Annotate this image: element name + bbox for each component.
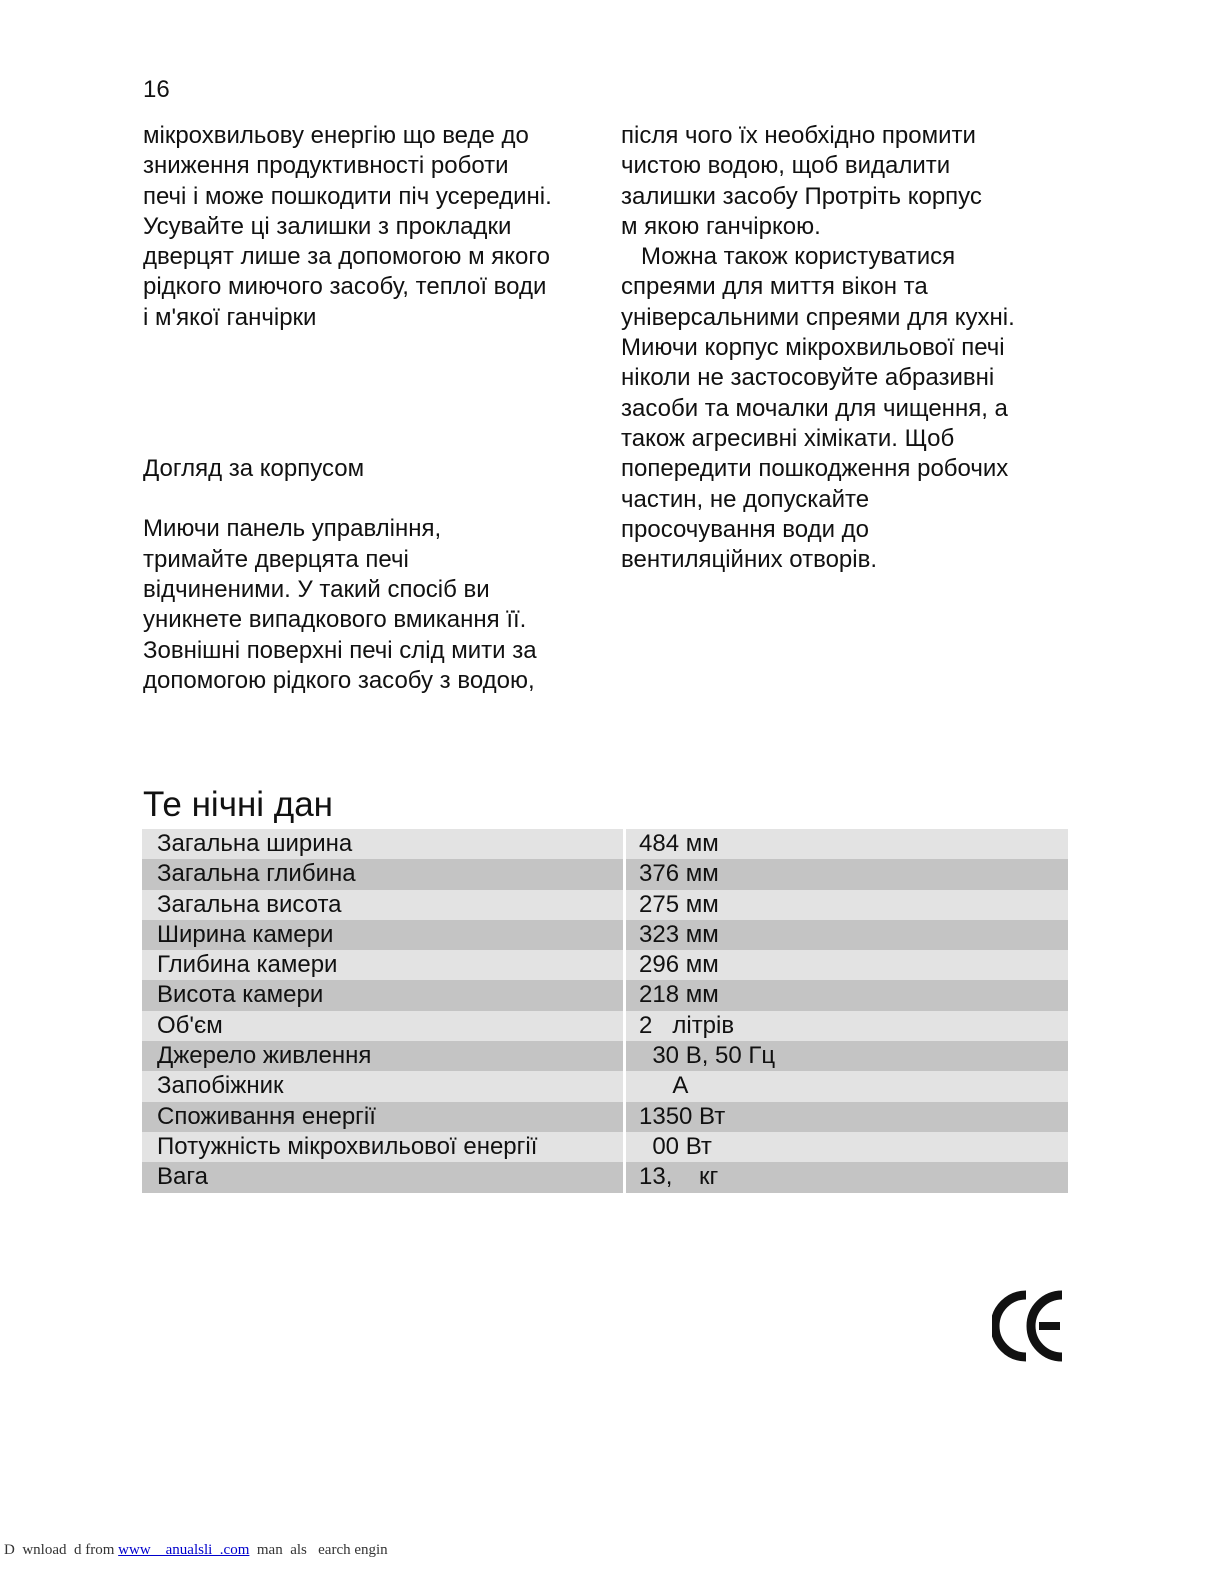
spec-value: 13, кг (626, 1162, 1068, 1192)
spec-label: Потужність мікрохвильової енергії (142, 1132, 623, 1162)
spec-value: 376 мм (626, 859, 1068, 889)
spec-value: 484 мм (626, 829, 1068, 859)
table-row (142, 950, 1068, 980)
spec-label: Загальна глибина (142, 859, 623, 889)
text-line: Усувайте ці залишки з прокладки (143, 212, 512, 240)
table-row (142, 1071, 1068, 1101)
table-row (142, 1162, 1068, 1192)
spec-value: А (626, 1071, 1068, 1101)
table-row (142, 1102, 1068, 1132)
spec-label: Джерело живлення (142, 1041, 623, 1071)
page-number: 16 (143, 76, 170, 103)
specs-table (142, 829, 1068, 1193)
spec-value: 00 Вт (626, 1132, 1068, 1162)
spec-value: 323 мм (626, 920, 1068, 950)
text-line: універсальними спреями для кухні. (621, 303, 1015, 331)
spec-label: Загальна ширина (142, 829, 623, 859)
text-line: Зовнішні поверхні печі слід мити за (143, 636, 537, 664)
spec-value: 2 літрів (626, 1011, 1068, 1041)
spec-label: Вага (142, 1162, 623, 1192)
right-column (621, 121, 1071, 575)
spec-value: 218 мм (626, 980, 1068, 1010)
text-line: тримайте дверцята печі (143, 545, 409, 573)
spec-label: Ширина камери (142, 920, 623, 950)
text-line: дверцят лише за допомогою м якого (143, 243, 550, 271)
table-row (142, 980, 1068, 1010)
text-line: попередити пошкодження робочих (621, 455, 1009, 483)
spec-label: Загальна висота (142, 890, 623, 920)
subsection-heading: Догляд за корпусом (143, 455, 365, 483)
table-row (142, 890, 1068, 920)
spec-label: Запобіжник (142, 1071, 623, 1101)
text-line: залишки засобу Протріть корпус (621, 182, 982, 210)
text-line: вентиляційних отворів. (621, 546, 878, 574)
text-line: мікрохвильову енергію що веде до (143, 122, 529, 149)
text-line: Можна також користуватися (621, 243, 956, 271)
section-title: Те нічні дан (143, 785, 333, 825)
text-line: рідкого миючого засобу, теплої води (143, 273, 547, 301)
text-line: і м'якої ганчірки (143, 303, 317, 331)
text-line: частин, не допускайте (621, 485, 870, 513)
text-line: чистою водою, щоб видалити (621, 152, 951, 180)
table-row (142, 1011, 1068, 1041)
spec-label: Висота камери (142, 980, 623, 1010)
text-line: відчиненими. У такий спосіб ви (143, 575, 490, 603)
table-row (142, 859, 1068, 889)
text-line: Миючи корпус мікрохвильової печі (621, 334, 1005, 362)
text-line: допомогою рідкого засобу з водою, (143, 666, 535, 694)
spec-label: Споживання енергії (142, 1102, 623, 1132)
table-row (142, 1041, 1068, 1071)
text-line: уникнете випадкового вмикання її. (143, 606, 527, 634)
text-line: також агресивні хімікати. Щоб (621, 424, 955, 452)
spec-value: 296 мм (626, 950, 1068, 980)
text-line: ніколи не застосовуйте абразивні (621, 364, 995, 392)
text-line: зниження продуктивності роботи (143, 152, 509, 180)
text-line: Миючи панель управління, (143, 515, 442, 543)
text-line: м якою ганчіркою. (621, 212, 821, 240)
spec-value: 275 мм (626, 890, 1068, 920)
text-line: печі і може пошкодити піч усередині. (143, 182, 552, 210)
table-row (142, 1132, 1068, 1162)
spec-label: Глибина камери (142, 950, 623, 980)
left-column (143, 121, 613, 696)
footer (4, 1542, 388, 1559)
spec-label: Об'єм (142, 1011, 623, 1041)
spec-value: 1350 Вт (626, 1102, 1068, 1132)
spec-value: 30 В, 50 Гц (626, 1041, 1068, 1071)
footer-suffix: man als earch engin (249, 1542, 388, 1558)
text-line: спреями для миття вікон та (621, 273, 928, 301)
table-row (142, 920, 1068, 950)
table-row (142, 829, 1068, 859)
ce-mark-icon (992, 1290, 1064, 1362)
text-line: засоби та мочалки для чищення, а (621, 394, 1008, 422)
text-line: після чого їх необхідно промити (621, 122, 976, 149)
text-line: просочування води до (621, 515, 870, 543)
footer-link[interactable]: www anualsli .com (118, 1542, 250, 1558)
footer-prefix: D wnload d from (4, 1542, 119, 1558)
